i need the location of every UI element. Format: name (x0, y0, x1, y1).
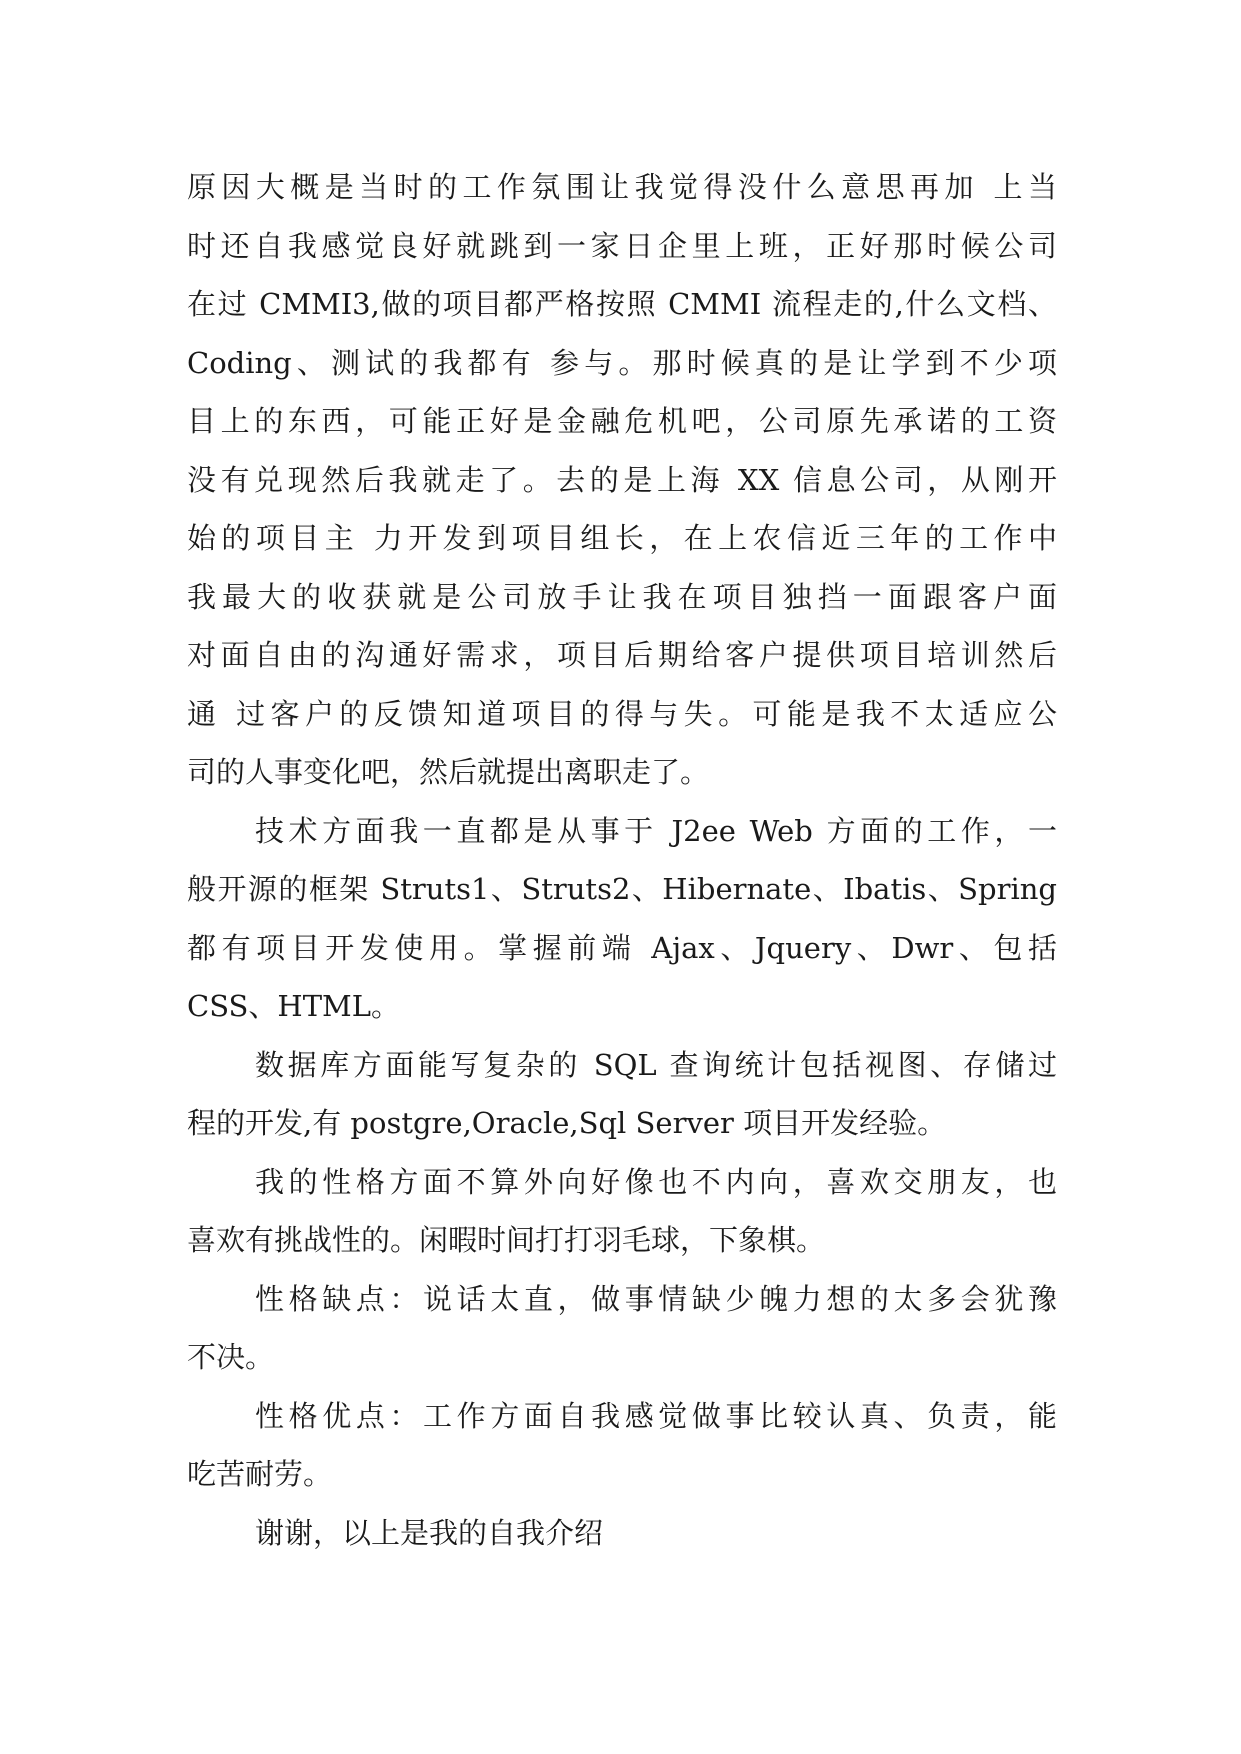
text-line: CSS、HTML。 (187, 989, 400, 1023)
text-line: 数据库方面能写复杂的 SQL 查询统计包括视图、存储过 (255, 1047, 1057, 1082)
text-line: 般开源的框架 Struts1、Struts2、Hibernate、Ibatis、Spring (187, 872, 1057, 906)
text-line: 性格缺点：说话太直，做事情缺少魄力想的太多会犹豫 (255, 1281, 1057, 1316)
text-line: 喜欢有挑战性的。闲暇时间打打羽毛球，下象棋。 (187, 1223, 826, 1257)
text-line: 对面自由的沟通好需求，项目后期给客户提供项目培训然后 (187, 638, 1057, 672)
text-line: 时还自我感觉良好就跳到一家日企里上班，正好那时候公司 (187, 228, 1057, 263)
text-line: 目上的东西，可能正好是金融危机吧，公司原先承诺的工资 (187, 404, 1057, 438)
text-line: 不决。 (187, 1340, 275, 1374)
text-line: 通 过客户的反馈知道项目的得与失。可能是我不太适应公 (187, 696, 1057, 731)
text-line: 我最大的收获就是公司放手让我在项目独挡一面跟客户面 (187, 579, 1057, 614)
text-line: 程的开发,有 postgre,Oracle,Sql Server 项目开发经验。 (187, 1106, 947, 1140)
text-line: 始的项目主 力开发到项目组长，在上农信近三年的工作中 (187, 521, 1057, 555)
text-line: 没有兑现然后我就走了。去的是上海 XX 信息公司，从刚开 (187, 462, 1057, 497)
text-line: Coding、测试的我都有 参与。那时候真的是让学到不少项 (187, 345, 1057, 380)
text-line: 我的性格方面不算外向好像也不内向，喜欢交朋友，也 (255, 1164, 1057, 1199)
text-line: 吃苦耐劳。 (187, 1457, 333, 1491)
text-line: 技术方面我一直都是从事于 J2ee Web 方面的工作，一 (255, 813, 1057, 848)
text-line: 谢谢，以上是我的自我介绍 (255, 1515, 604, 1550)
text-line: 原因大概是当时的工作氛围让我觉得没什么意思再加 上当 (187, 170, 1057, 204)
text-line: 都有项目开发使用。掌握前端 Ajax、Jquery、Dwr、包括 (187, 930, 1057, 965)
text-line: 性格优点：工作方面自我感觉做事比较认真、负责，能 (255, 1398, 1057, 1433)
text-line: 司的人事变化吧，然后就提出离职走了。 (187, 755, 710, 789)
text-line: 在过 CMMI3,做的项目都严格按照 CMMI 流程走的,什么文档、 (187, 287, 1057, 321)
document-body (187, 158, 1057, 1562)
